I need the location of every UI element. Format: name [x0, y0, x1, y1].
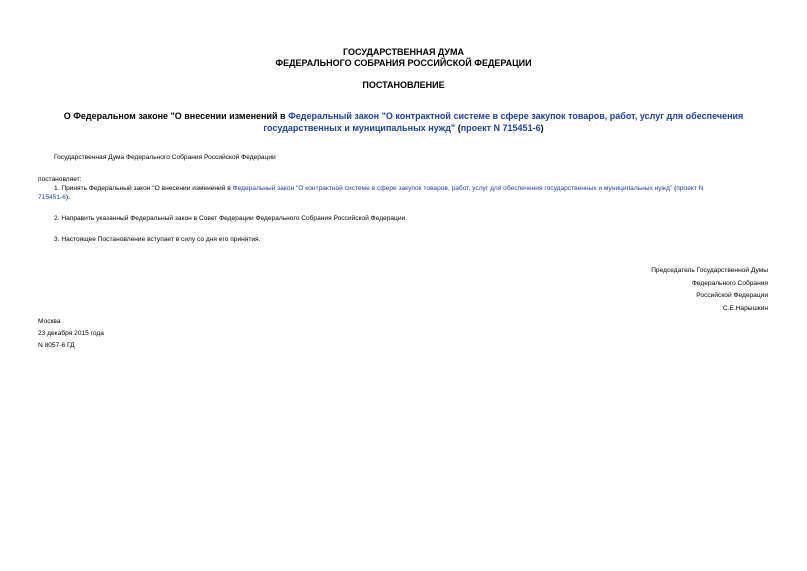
item-1-prefix: 1. Принять Федеральный закон "О внесении изменений в	[54, 185, 233, 192]
title-line-1	[40, 110, 767, 122]
item-1-line-2	[38, 193, 768, 202]
preamble-text: Государственная Дума Федерального Собрания Российской Федерации	[54, 154, 276, 161]
item-3-text: 3. Настоящее Постановление вступает в силу со дня его принятия.	[54, 236, 261, 243]
title-line-2	[40, 122, 767, 134]
signature-country: Российской Федерации	[696, 292, 768, 299]
item-1-project-link[interactable]: проект N	[676, 185, 704, 192]
document-type: ПОСТАНОВЛЕНИЕ	[362, 80, 445, 90]
federal-law-link[interactable]: Федеральный закон "О контрактной системе в сфере закупок товаров, работ, услуг для обеспечения	[288, 111, 744, 121]
federal-law-link-cont[interactable]: государственных и муниципальных нужд"	[263, 123, 456, 133]
header-line-2: ФЕДЕРАЛЬНОГО СОБРАНИЯ РОССИЙСКОЙ ФЕДЕРАЦИИ	[275, 58, 532, 68]
header-line-1: ГОСУДАРСТВЕННАЯ ДУМА	[342, 47, 465, 57]
signature-block	[651, 265, 768, 315]
footer-block	[38, 316, 104, 352]
signature-name: С.Е.Нарышкин	[722, 304, 768, 312]
footer-number: N 8057-6 ГД	[38, 342, 75, 349]
footer-city: Москва	[38, 318, 61, 325]
item-1-law-link[interactable]: Федеральный закон "О контрактной системе в сфере закупок товаров, работ, услуг для обеспечения государственных и муниципальных нужд"	[232, 185, 673, 192]
item-1-paren-close: ).	[65, 194, 70, 201]
signature-org: Федерального Собрания	[691, 279, 768, 287]
resolves: постановляет:	[38, 176, 82, 183]
item-3	[38, 235, 768, 244]
item-2-text: 2. Направить указанный Федеральный закон в Совет Федерации Федерального Собрания Российской Федерации.	[54, 215, 408, 222]
project-link[interactable]: проект N 715451-6	[460, 123, 541, 133]
item-2	[38, 214, 768, 223]
preamble	[38, 153, 768, 162]
item-1-project-link-cont[interactable]: 715451-6	[38, 194, 66, 201]
signature-title: Председатель Государственной Думы	[651, 267, 768, 274]
title-prefix: О Федеральном законе "О внесении изменений в	[63, 111, 289, 121]
title-paren-open: (	[455, 123, 461, 133]
item-1-line-1	[38, 184, 768, 193]
footer-date: 23 декабря 2015 года	[38, 330, 104, 337]
title-paren-close: )	[540, 123, 544, 133]
document-title	[40, 110, 767, 134]
item-1-paren-open: (	[672, 185, 677, 192]
item-1	[38, 184, 768, 202]
